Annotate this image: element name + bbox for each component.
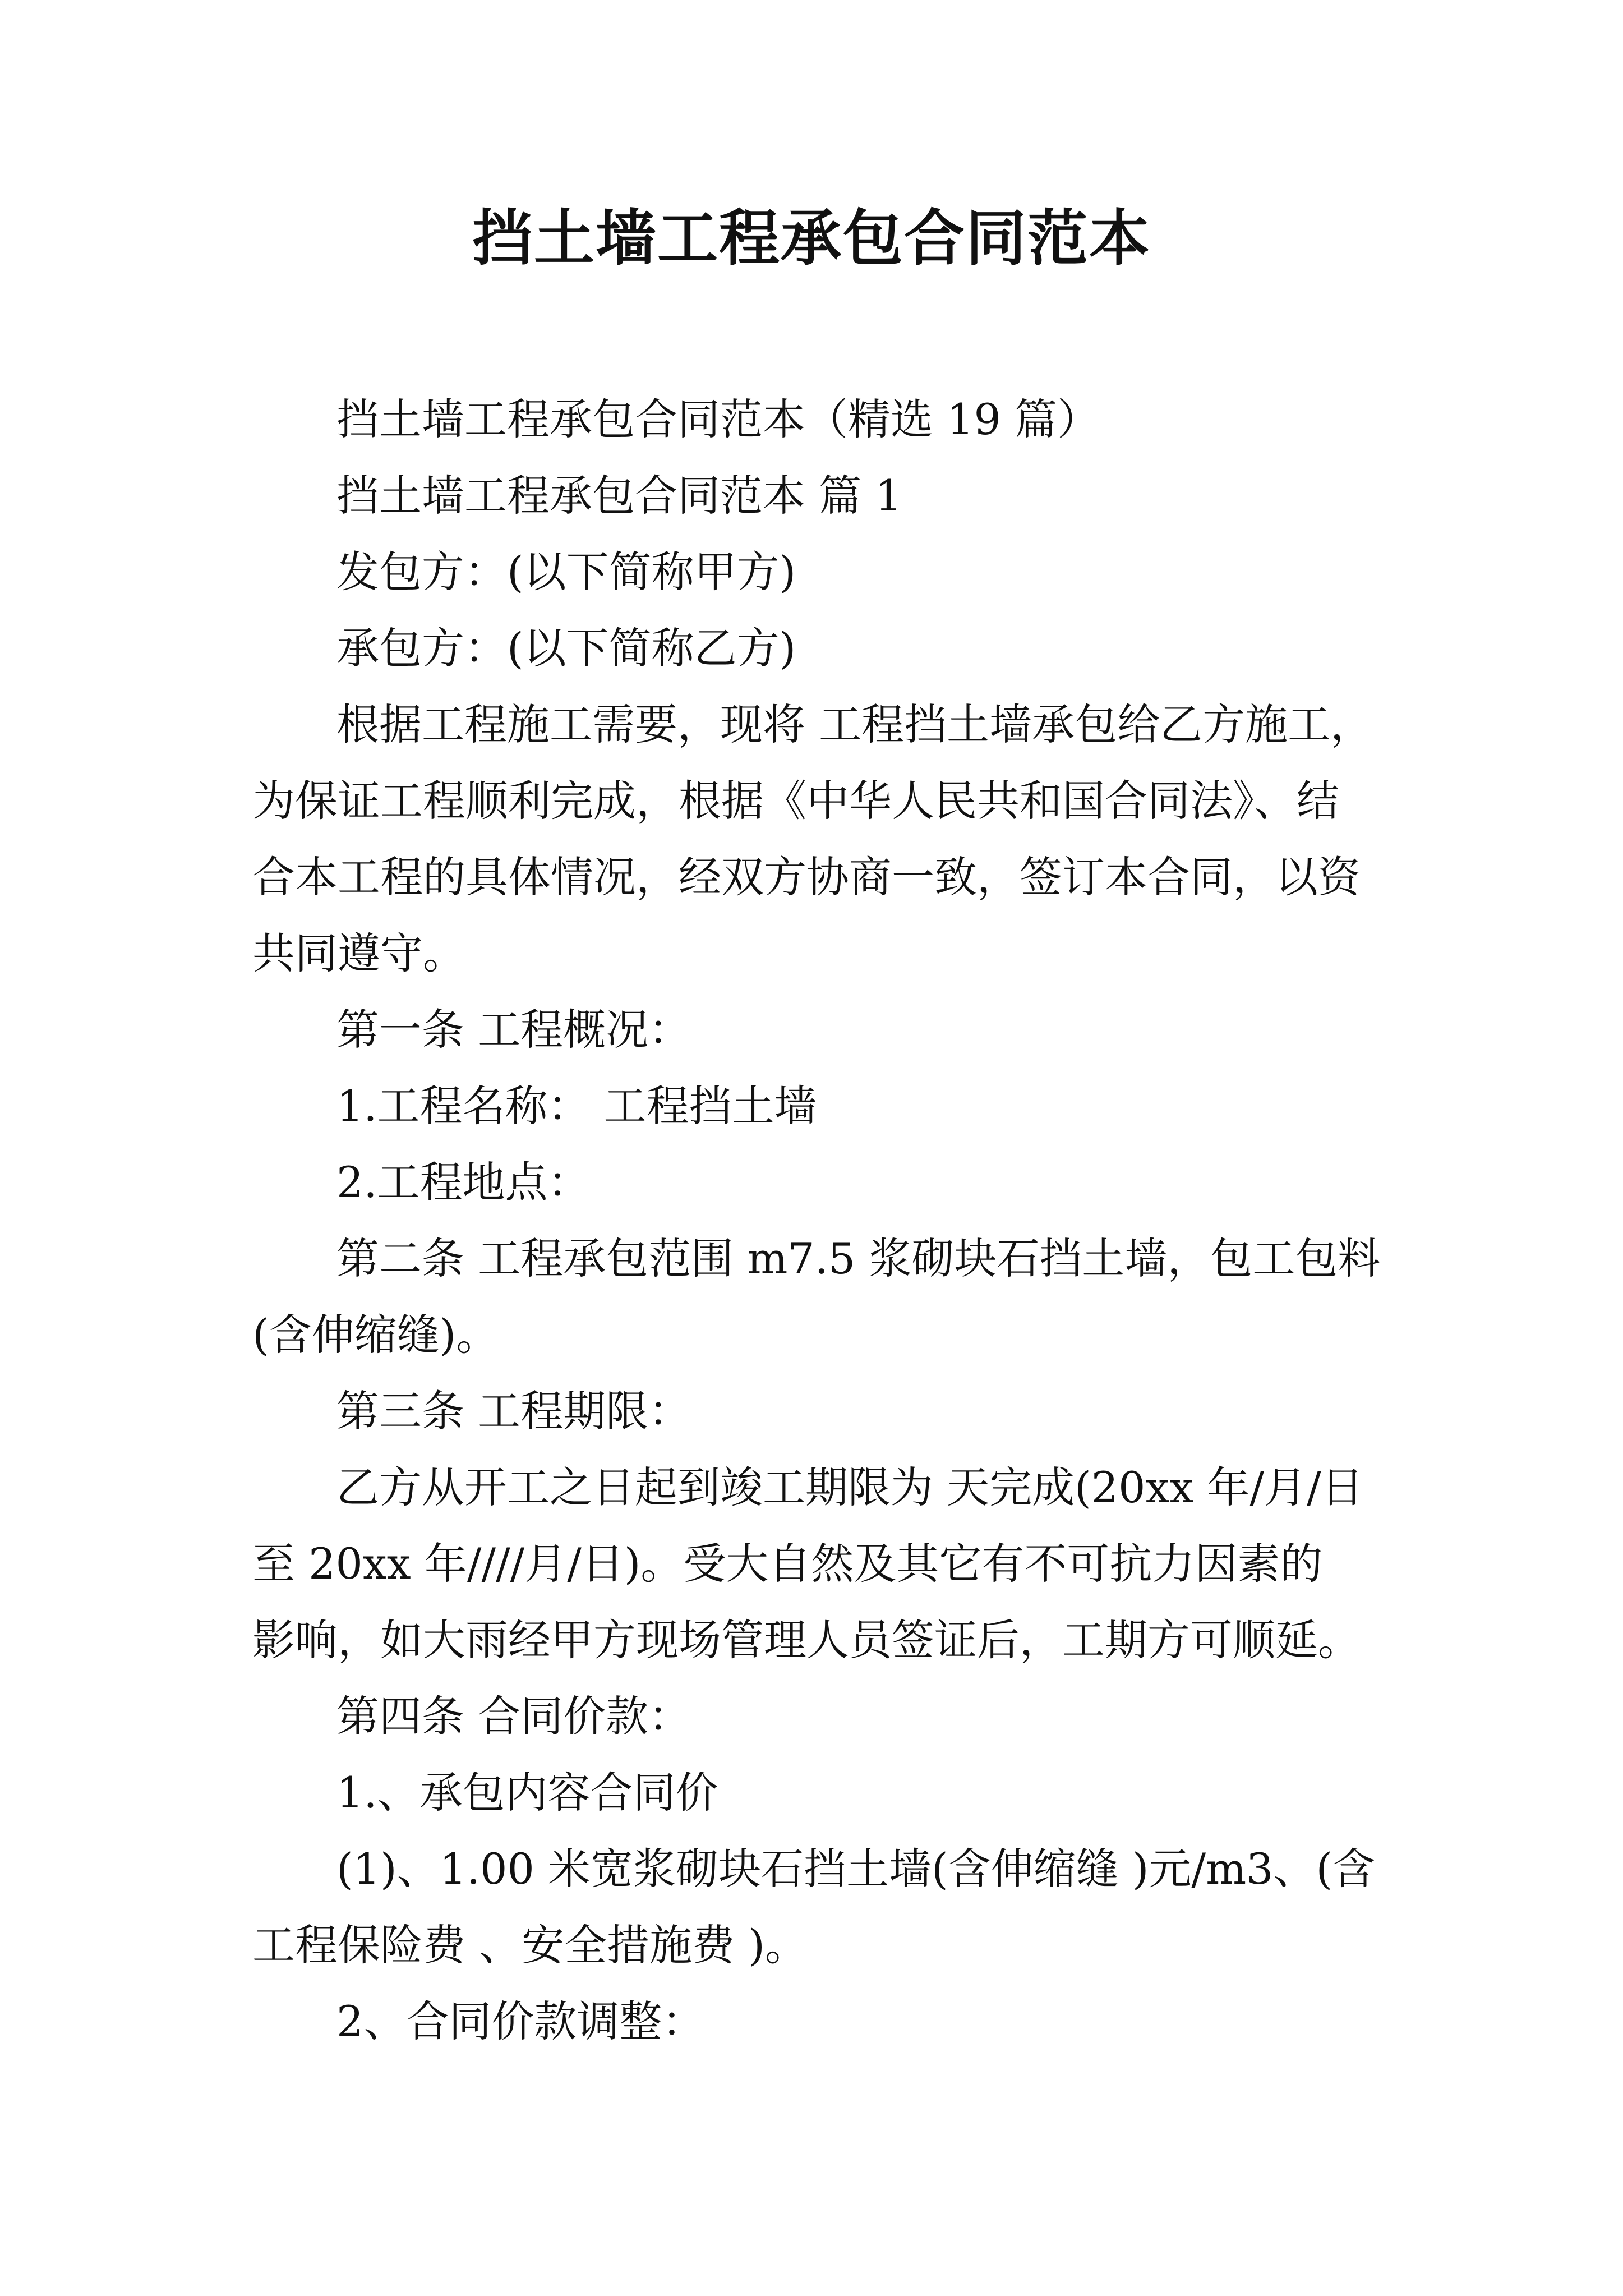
project-location: 2.工程地点： (336, 1157, 591, 1207)
paragraph-preamble-line: 为保证工程顺利完成，根据《中华人民共和国合同法》、结 (252, 776, 1339, 826)
article-3-line: 至 20xx 年////月/日)。受大自然及其它有不可抗力因素的 (252, 1539, 1323, 1589)
article-3-heading: 第三条 工程期限： (336, 1386, 691, 1436)
contract-price-item: 1.、承包内容合同价 (336, 1768, 718, 1818)
document-body (252, 381, 1396, 2060)
price-adjustment-heading: 2、合同价款调整： (336, 1996, 705, 2046)
project-name: 1.工程名称： 工程挡土墙 (336, 1081, 817, 1131)
paragraph-subtitle: 挡土墙工程承包合同范本（精选 19 篇） (336, 394, 1100, 444)
article-2-line: 第二条 工程承包范围 m7.5 浆砌块石挡土墙，包工包料 (336, 1234, 1381, 1283)
paragraph-preamble-line: 共同遵守。 (252, 928, 465, 978)
paragraph-preamble-line: 合本工程的具体情况，经双方协商一致，签订本合同，以资 (252, 852, 1361, 902)
article-2-line: (含伸缩缝)。 (252, 1310, 499, 1360)
paragraph-party-b: 承包方：(以下简称乙方) (336, 623, 796, 673)
paragraph-preamble-line: 根据工程施工需要，现将 工程挡土墙承包给乙方施工， (336, 700, 1373, 749)
article-4-heading: 第四条 合同价款： (336, 1691, 691, 1741)
paragraph-section-heading: 挡土墙工程承包合同范本 篇 1 (336, 471, 902, 521)
paragraph-party-a: 发包方：(以下简称甲方) (336, 547, 796, 597)
article-3-line: 乙方从开工之日起到竣工期限为 天完成(20xx 年/月/日 (336, 1462, 1364, 1512)
document-title: 挡土墙工程承包合同范本 (472, 203, 1151, 274)
article-3-line: 影响，如大雨经甲方现场管理人员签证后，工期方可顺延。 (252, 1615, 1361, 1665)
contract-price-detail-line: (1)、1.00 米宽浆砌块石挡土墙(含伸缩缝 )元/m3、(含 (336, 1844, 1376, 1894)
article-1-heading: 第一条 工程概况： (336, 1005, 691, 1055)
contract-price-detail-line: 工程保险费 、安全措施费 )。 (252, 1920, 808, 1970)
